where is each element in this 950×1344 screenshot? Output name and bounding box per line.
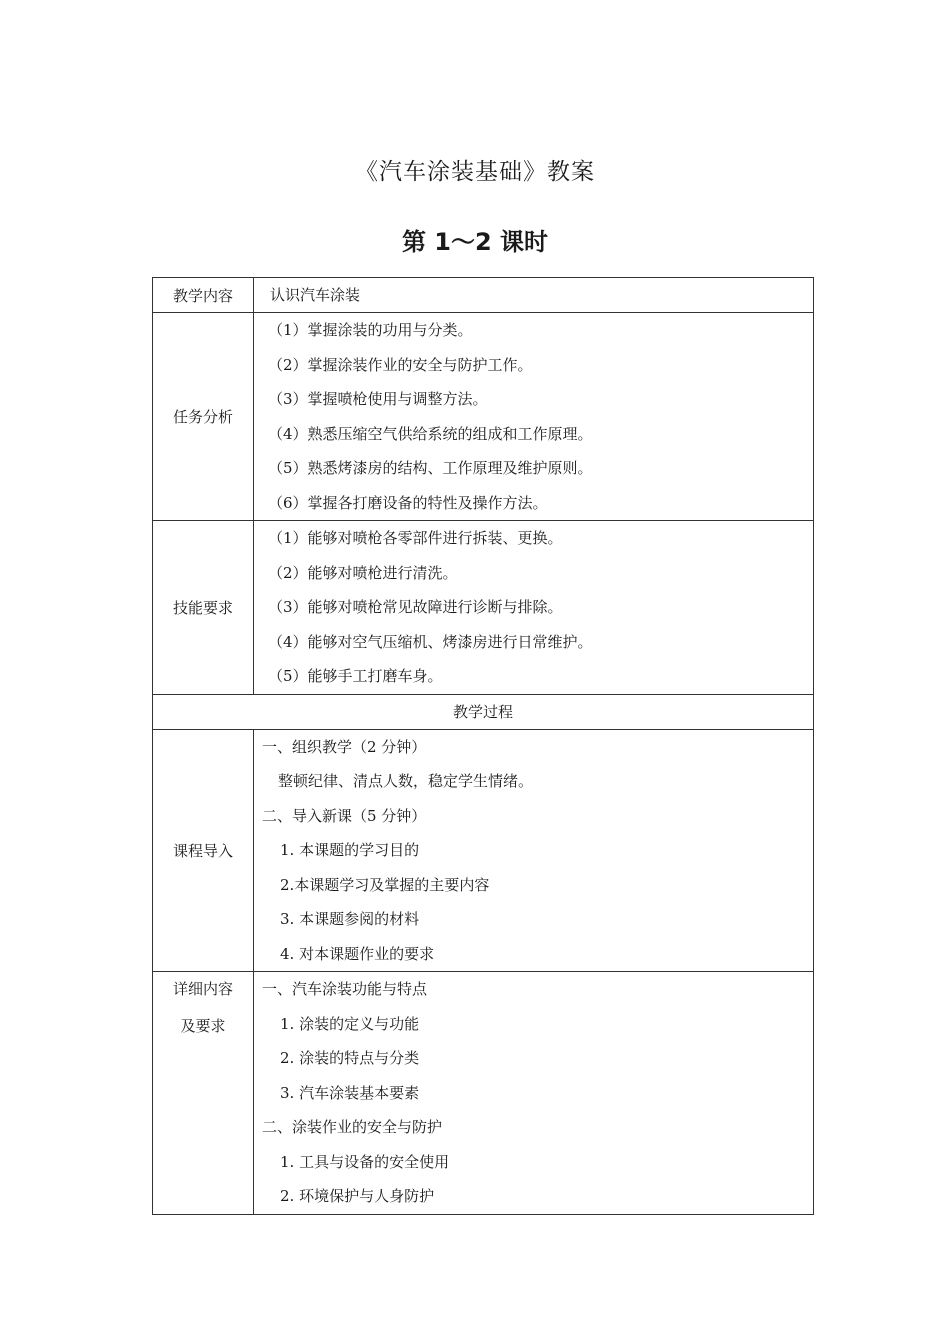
intro-items-cell: [254, 729, 814, 972]
skill-item: （4）能够对空气压缩机、烤漆房进行日常维护。: [268, 632, 593, 651]
intro-item: 2.本课题学习及掌握的主要内容: [280, 875, 490, 894]
skill-item: （2）能够对喷枪进行清洗。: [268, 563, 458, 582]
skill-item: （1）能够对喷枪各零部件进行拆装、更换。: [268, 529, 563, 547]
detail-item: 1. 涂装的定义与功能: [280, 1014, 420, 1033]
table-row-skill: [153, 521, 814, 695]
intro-item: 1. 本课题的学习目的: [280, 841, 420, 859]
content-label: 教学内容: [153, 278, 254, 313]
detail-item: 2. 环境保护与人身防护: [280, 1187, 435, 1205]
table-row-process: [153, 694, 814, 729]
skill-label: 技能要求: [153, 521, 254, 695]
skill-item: （5）能够手工打磨车身。: [268, 667, 443, 685]
process-header: 教学过程: [452, 702, 513, 721]
skill-item: （3）能够对喷枪常见故障进行诊断与排除。: [268, 598, 563, 616]
task-items-cell: [254, 313, 814, 521]
detail-item: 2. 涂装的特点与分类: [280, 1049, 420, 1067]
intro-item: 一、组织教学（2 分钟）: [262, 737, 427, 756]
task-item: （3）掌握喷枪使用与调整方法。: [268, 390, 488, 408]
task-item: （2）掌握涂装作业的安全与防护工作。: [268, 355, 533, 374]
document-title: 《汽车涂装基础》教案: [355, 159, 595, 185]
task-item: （1）掌握涂装的功用与分类。: [268, 321, 473, 339]
task-label: 任务分析: [153, 313, 254, 521]
table-row-detail: [153, 972, 814, 1215]
task-item: （5）熟悉烤漆房的结构、工作原理及维护原则。: [268, 459, 593, 477]
table-row-intro: [153, 729, 814, 972]
content-value: 认识汽车涂装: [270, 286, 361, 304]
intro-item: 整顿纪律、清点人数，稳定学生情绪。: [278, 772, 534, 790]
task-item: （6）掌握各打磨设备的特性及操作方法。: [268, 493, 548, 512]
content-value-cell: [254, 278, 814, 313]
intro-item: 4. 对本课题作业的要求: [280, 944, 435, 963]
detail-item: 3. 汽车涂装基本要素: [280, 1083, 420, 1102]
skill-items-cell: [254, 521, 814, 695]
task-item: （4）熟悉压缩空气供给系统的组成和工作原理。: [268, 424, 593, 443]
intro-item: 3. 本课题参阅的材料: [280, 910, 420, 928]
detail-label-cell: [153, 972, 254, 1215]
detail-label-line1: 详细内容: [172, 980, 233, 998]
intro-item: 二、导入新课（5 分钟）: [262, 806, 427, 825]
detail-item: 一、汽车涂装功能与特点: [262, 980, 428, 998]
detail-item: 1. 工具与设备的安全使用: [280, 1152, 450, 1171]
detail-item: 二、涂装作业的安全与防护: [262, 1118, 443, 1136]
detail-items-cell: [254, 972, 814, 1215]
lesson-period-heading: 第 1～2 课时: [401, 228, 549, 256]
intro-label: 课程导入: [153, 729, 254, 972]
table-row-task: [153, 313, 814, 521]
table-row-content: [153, 278, 814, 313]
lesson-plan-table: [152, 277, 814, 1215]
process-header-cell: [153, 694, 814, 729]
detail-label-line2: 及要求: [180, 1017, 226, 1035]
